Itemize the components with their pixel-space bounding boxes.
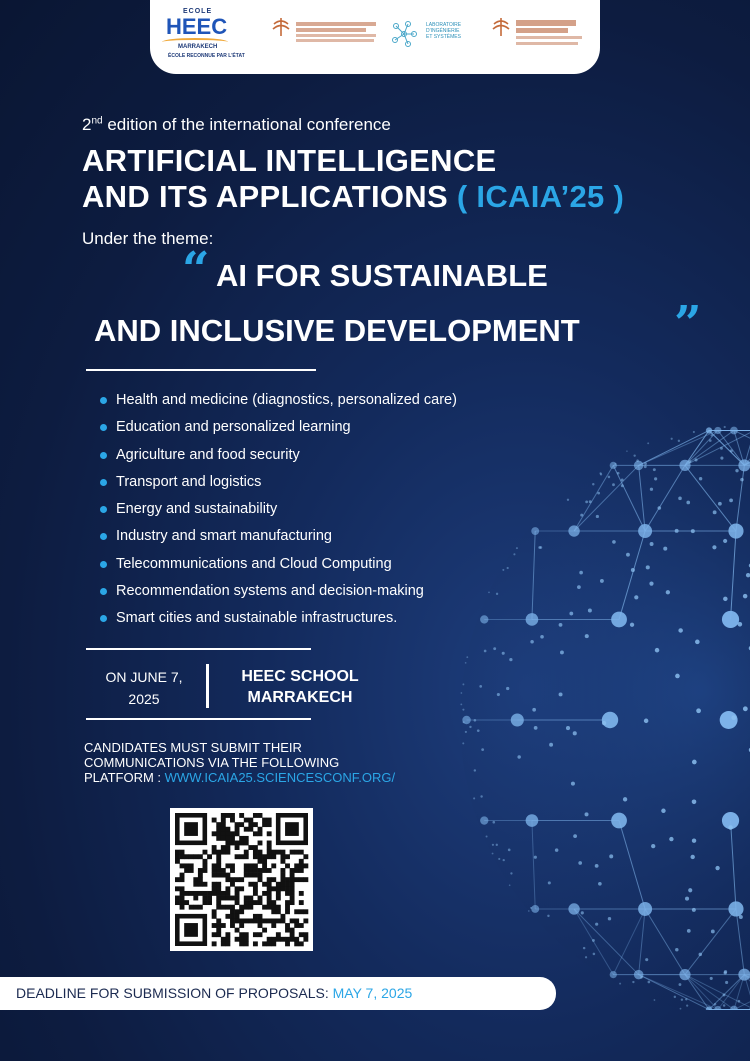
heec-logo-tagline: ÉCOLE RECONNUE PAR L'ÉTAT [168, 53, 245, 59]
divider-event-top [86, 648, 311, 650]
topic-item [98, 554, 457, 581]
event-venue-line1: HEEC SCHOOL [241, 668, 359, 685]
ensa-logo-text [296, 20, 380, 44]
event-venue [220, 666, 380, 708]
deadline-date: MAY 7, 2025 [332, 985, 413, 1001]
qr-code-icon[interactable] [170, 808, 313, 951]
submission-line2: COMMUNICATIONS VIA THE FOLLOWING [84, 755, 340, 770]
fst-logo-icon [490, 16, 512, 38]
divider-event-bottom [86, 718, 311, 720]
event-venue-line2: MARRAKECH [247, 689, 353, 706]
logo-bar [150, 0, 600, 74]
topic-label: Education and personalized learning [116, 419, 351, 436]
divider-top [86, 369, 316, 371]
conference-title [82, 143, 624, 215]
network-logo-icon [390, 20, 418, 48]
lab-logo-text [426, 22, 461, 40]
topic-label: Transport and logistics [116, 473, 262, 490]
edition-intro [82, 115, 391, 135]
conference-acronym: ( ICAIA’25 ) [456, 179, 625, 214]
topic-label: Recommendation systems and decision-making [116, 583, 424, 600]
topic-label: Telecommunications and Cloud Computing [116, 555, 392, 572]
event-date-line1: ON JUNE 7, [105, 669, 183, 685]
submission-line1: CANDIDATES MUST SUBMIT THEIR [84, 740, 302, 755]
heec-logo-city: MARRAKECH [178, 44, 218, 50]
bullet-dot-icon [100, 424, 107, 431]
deadline-banner [0, 977, 556, 1010]
topic-item [98, 499, 457, 526]
theme-label: Under the theme: [82, 229, 214, 248]
lab-logo-line3: ET SYSTÈMES [426, 34, 461, 40]
topic-label: Health and medicine (diagnostics, personalized care) [116, 392, 457, 408]
submission-line3: PLATFORM : [84, 770, 165, 785]
topic-label: Smart cities and sustainable infrastructures. [116, 610, 398, 627]
submission-instructions [84, 740, 395, 785]
event-date-line2: 2025 [128, 691, 160, 707]
close-quote-icon: ” [674, 296, 702, 352]
deadline-text [16, 977, 412, 1010]
heec-logo-name: HEEC [166, 14, 228, 39]
title-line2-wrap [82, 179, 624, 215]
topic-label: Energy and sustainability [116, 501, 278, 518]
fst-logo-text [516, 18, 586, 47]
topic-item [98, 608, 457, 635]
bullet-dot-icon [100, 452, 107, 459]
event-separator [206, 664, 209, 708]
bullet-dot-icon [100, 533, 107, 540]
open-quote-icon: “ [182, 242, 210, 298]
topic-label: Industry and smart manufacturing [116, 528, 332, 545]
bullet-dot-icon [100, 479, 107, 486]
lab-logo-line1: LABORATOIRE [426, 22, 462, 28]
topic-item [98, 390, 457, 417]
title-line2: AND ITS APPLICATIONS [82, 179, 448, 214]
bullet-dot-icon [100, 561, 107, 568]
topic-item [98, 417, 457, 444]
title-line1: ARTIFICIAL INTELLIGENCE [82, 143, 497, 178]
lab-logo-line2: D'INGÉNIERIE [426, 28, 460, 34]
edition-number: 2 [82, 115, 92, 134]
ensa-logo-icon [270, 16, 292, 38]
topic-label: Agriculture and food security [116, 446, 300, 463]
edition-text: edition of the international conference [102, 115, 391, 134]
topic-item [98, 526, 457, 553]
topic-item [98, 581, 457, 608]
deadline-label: DEADLINE FOR SUBMISSION OF PROPOSALS: [16, 985, 333, 1001]
submission-line3-wrap [84, 770, 395, 785]
topic-item [98, 472, 457, 499]
theme-line2: AND INCLUSIVE DEVELOPMENT [94, 313, 580, 348]
globe-network-illustration [460, 390, 750, 1010]
edition-suffix: nd [91, 115, 103, 127]
submission-url-link[interactable]: WWW.ICAIA25.SCIENCESCONF.ORG/ [164, 770, 396, 785]
heec-logo-top: ECOLE [183, 8, 213, 15]
event-date [88, 666, 200, 710]
bullet-dot-icon [100, 506, 107, 513]
bullet-dot-icon [100, 588, 107, 595]
bullet-dot-icon [100, 615, 107, 622]
bullet-dot-icon [100, 397, 107, 404]
topic-list [98, 390, 457, 636]
theme-line1: AI FOR SUSTAINABLE [216, 258, 548, 293]
topic-item [98, 445, 457, 472]
